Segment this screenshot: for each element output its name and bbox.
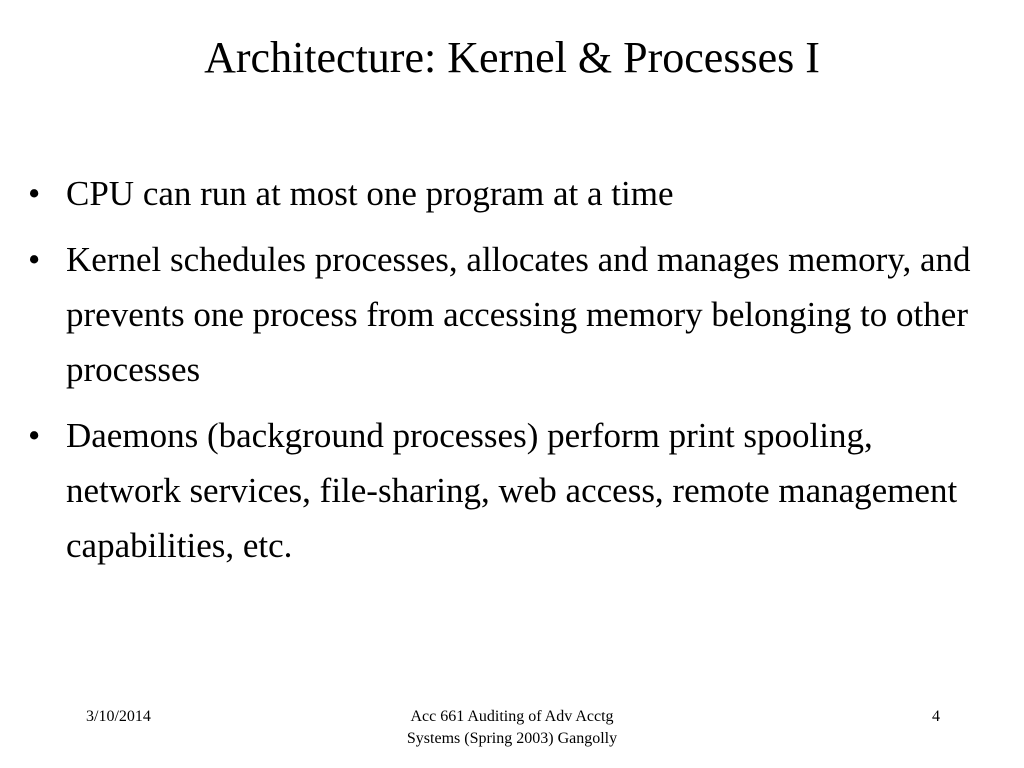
bullet-dot-icon: • [28, 240, 41, 279]
bullet-dot-icon: • [28, 174, 41, 213]
footer-date: 3/10/2014 [86, 708, 151, 725]
footer-course-line-1: Acc 661 Auditing of Adv Acctg [410, 708, 614, 725]
bullet-dot-icon: • [28, 416, 41, 455]
bullet-text-2: Kernel schedules processes, allocates and manages memory, and prevents one process from accessing memory belonging to other processes [66, 240, 971, 389]
footer-course-info [362, 706, 662, 750]
bullet-item-3 [28, 408, 988, 573]
slide-title: Architecture: Kernel & Processes I [204, 33, 820, 82]
bullet-item-1 [28, 166, 988, 221]
bullet-text-1: CPU can run at most one program at a time [66, 174, 674, 213]
bullet-item-2 [28, 232, 988, 397]
footer-course-line-2: Systems (Spring 2003) Gangolly [406, 730, 618, 747]
footer-page-number: 4 [932, 708, 940, 725]
bullet-text-3: Daemons (background processes) perform print spooling, network services, file-sharing, web access, remote management capabilities, etc. [66, 416, 958, 565]
bullet-list [28, 166, 988, 584]
